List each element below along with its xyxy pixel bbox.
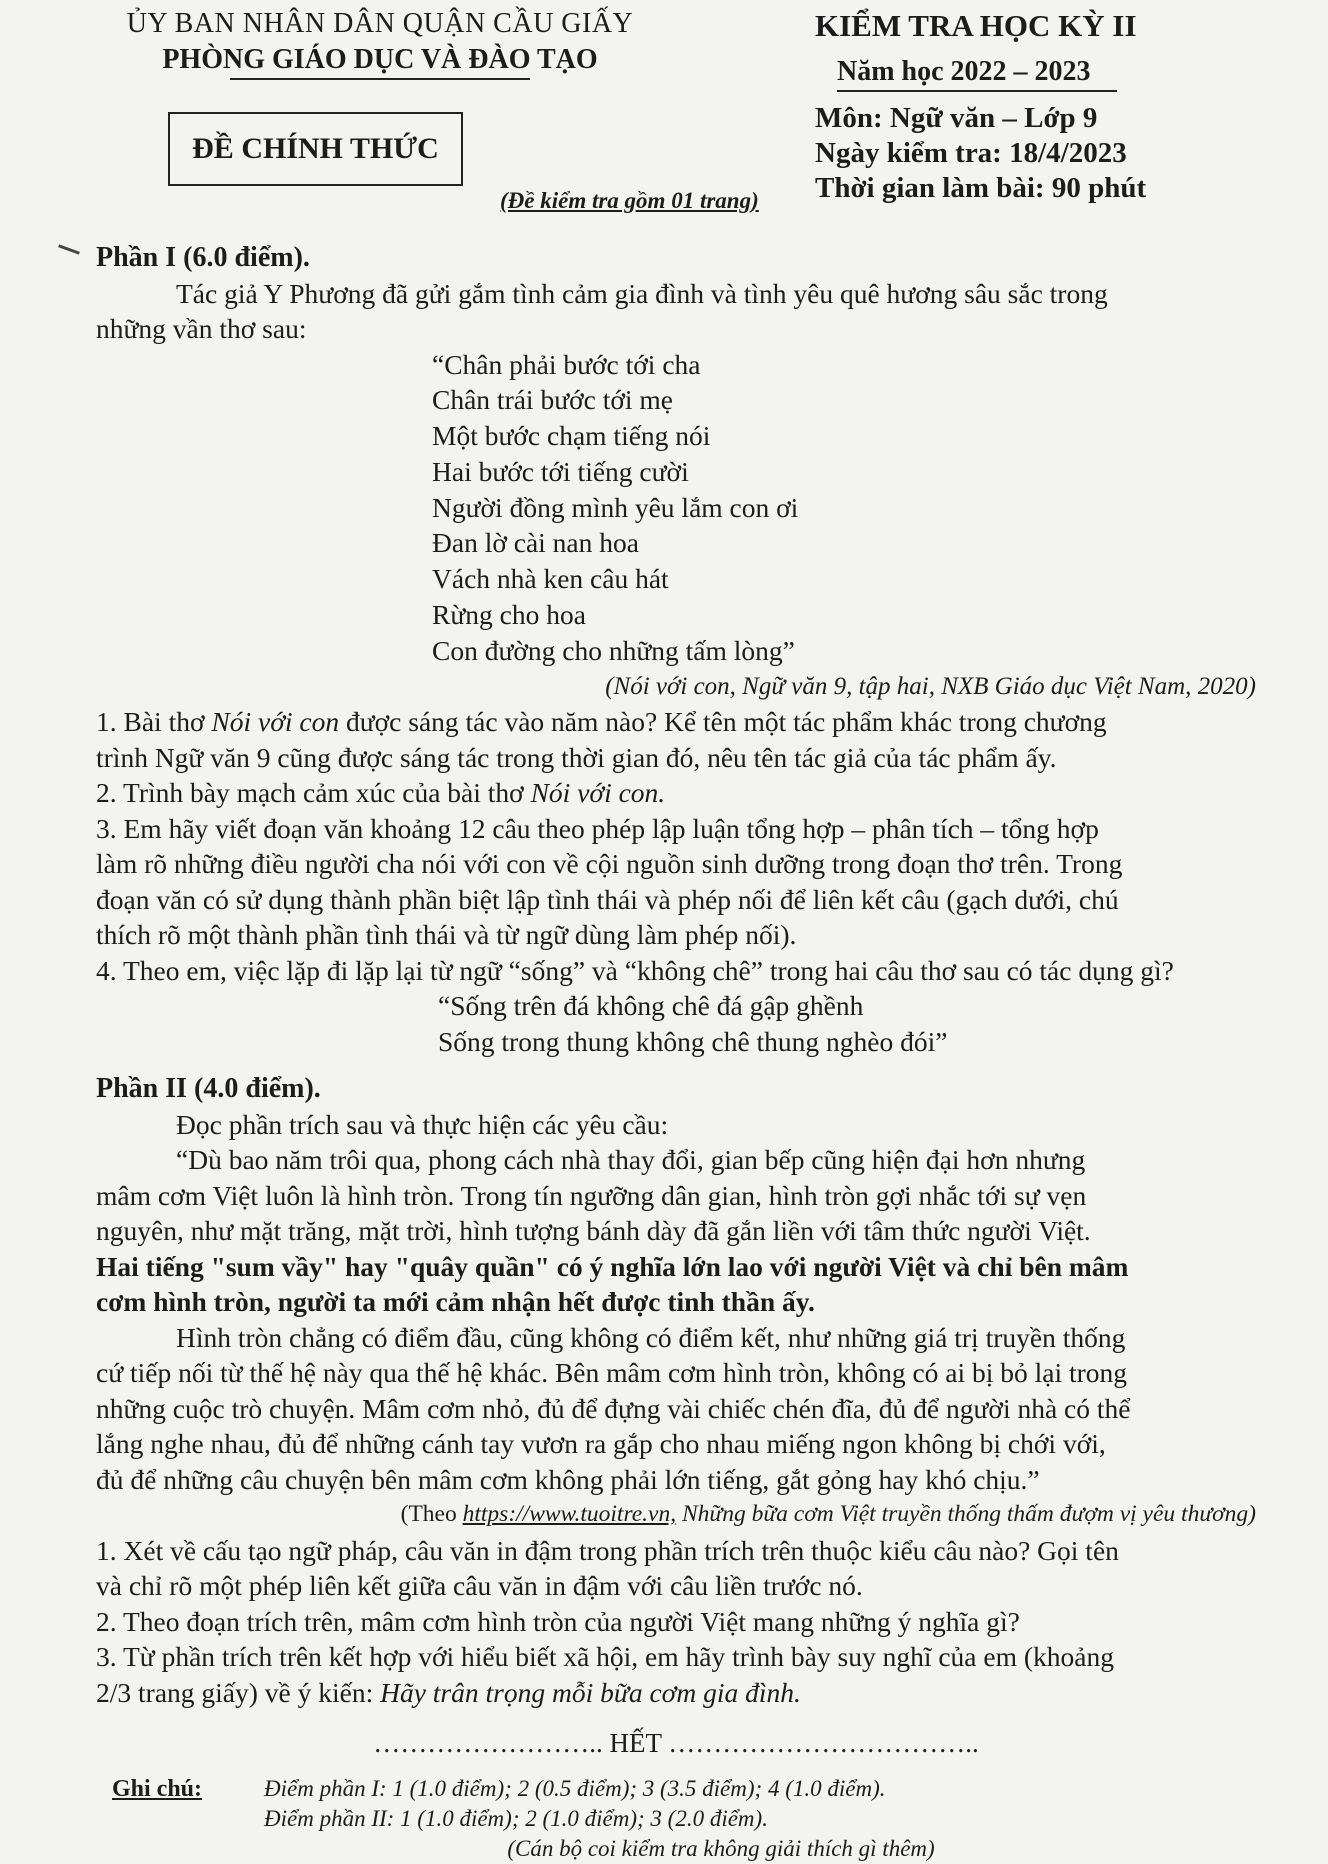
school-year: Năm học 2022 – 2023 [837, 56, 1091, 87]
exam-body [96, 240, 1256, 1864]
poem-line: Một bước chạm tiếng nói [432, 420, 711, 452]
q-italic: Hãy trân trọng mỗi bữa cơm gia đình. [380, 1676, 801, 1708]
part1-question-3-line3: đoạn văn có sử dụng thành phần biệt lập tình thái và phép nối để liên kết câu (gạch dưới, chú [96, 883, 1119, 915]
poem-line: Con đường cho những tấm lòng” [432, 634, 795, 666]
q-italic: Nói với con. [530, 777, 666, 809]
part1-question-1-cont: trình Ngữ văn 9 cũng được sáng tác trong thời gian đó, nêu tên tác giả của tác phẩm ấy. [96, 741, 1057, 773]
exam-date: Ngày kiểm tra: 18/4/2023 [815, 137, 1127, 169]
header-rule [230, 78, 530, 80]
poem-line: “Chân phải bước tới cha [432, 348, 701, 380]
part2-question-1-line2: và chỉ rõ một phép liên kết giữa câu văn in đậm với câu liền trước nó. [96, 1570, 863, 1602]
passage-bold-line: Hai tiếng "sum vầy" hay "quây quần" có ý nghĩa lớn lao với người Việt và chỉ bên mâm [96, 1250, 1129, 1282]
poem-line: Sống trong thung không chê thung nghèo đói” [438, 1025, 948, 1057]
passage-source [96, 1497, 1256, 1533]
part2-title: Phần II (4.0 điểm). [96, 1073, 321, 1105]
part2-question-3-line2 [96, 1675, 1256, 1711]
passage-line: cứ tiếp nối từ thế hệ này qua thế hệ khác. Bên mâm cơm hình tròn, không có ai bị bỏ lại trong [96, 1357, 1128, 1389]
header-right [815, 8, 1285, 205]
exam-title: KIỂM TRA HỌC KỲ II [815, 8, 1137, 43]
part1-question-4: 4. Theo em, việc lặp đi lặp lại từ ngữ “sống” và “không chê” trong hai câu thơ sau có tác dụng gì? [96, 954, 1174, 986]
passage-line: nguyên, như mặt trăng, mặt trời, hình tượng bánh dày đã gắn liền với tâm thức người Việt. [96, 1215, 1091, 1247]
q-text: 2. Trình bày mạch cảm xúc của bài thơ [96, 777, 531, 809]
pen-mark [58, 244, 80, 254]
subject: Môn: Ngữ văn – Lớp 9 [815, 102, 1098, 134]
q-text: được sáng tác vào năm nào? Kể tên một tác phẩm khác trong chương [339, 706, 1107, 738]
passage-line: đủ để những câu chuyện bên mâm cơm không phải lớn tiếng, gắt gỏng hay khó chịu.” [96, 1463, 1040, 1495]
part1-intro-line2: những vần thơ sau: [96, 313, 307, 344]
passage-line: mâm cơm Việt luôn là hình tròn. Trong tín ngưỡng dân gian, hình tròn gợi nhắc tới sự vẹn [96, 1179, 1087, 1211]
poem-line: Đan lờ cài nan hoa [432, 527, 639, 559]
source-title: Những bữa cơm Việt truyền thống thấm đượm vị yêu thương) [676, 1501, 1256, 1528]
official-label-box [168, 112, 463, 186]
poem-line: Người đồng mình yêu lắm con ơi [432, 491, 799, 523]
part1-question-2 [96, 775, 1256, 811]
passage-line: “Dù bao năm trôi qua, phong cách nhà thay đổi, gian bếp cũng hiện đại hơn nhưng [176, 1144, 1086, 1176]
notes-line: Điểm phần II: 1 (1.0 điểm); 2 (1.0 điểm); 3 (2.0 điểm). [264, 1805, 768, 1831]
part1-question-1 [96, 704, 1256, 740]
part1-question-3-line2: làm rõ những điều người cha nói với con về cội nguồn sinh dưỡng trong đoạn thơ trên. Trong [96, 848, 1123, 880]
part1-intro-line1: Tác giả Y Phương đã gửi gắm tình cảm gia đình và tình yêu quê hương sâu sắc trong [176, 277, 1108, 309]
exam-duration: Thời gian làm bài: 90 phút [815, 172, 1147, 204]
notes [96, 1774, 1256, 1864]
q-text: 1. Bài thơ [96, 706, 212, 738]
passage-line: Hình tròn chẳng có điểm đầu, cũng không có điểm kết, như những giá trị truyền thống [176, 1321, 1126, 1353]
notes-line: Điểm phần I: 1 (1.0 điểm); 2 (0.5 điểm); 3 (3.5 điểm); 4 (1.0 điểm). [264, 1775, 886, 1801]
source-url: https://www.tuoitre.vn, [462, 1501, 677, 1528]
poem-line: Rừng cho hoa [432, 599, 586, 631]
passage-line: những cuộc trò chuyện. Mâm cơm nhỏ, đủ để đựng vài chiếc chén đĩa, đủ để người nhà có thể [96, 1392, 1131, 1424]
poem-source-publisher: tập hai, NXB Giáo dục Việt Nam, 2020) [852, 672, 1256, 700]
authority-name: ỦY BAN NHÂN DÂN QUẬN CẦU GIẤY [126, 8, 634, 39]
poem-line: Vách nhà ken câu hát [432, 563, 669, 595]
end-marker: …………………….. HẾT …………………………….. [373, 1728, 979, 1759]
poem-line: Chân trái bước tới mẹ [432, 384, 674, 416]
part1-question-3-line1: 3. Em hãy viết đoạn văn khoảng 12 câu theo phép lập luận tổng hợp – phân tích – tổng hợp [96, 812, 1099, 844]
part2-question-3-line1: 3. Từ phần trích trên kết hợp với hiểu biết xã hội, em hãy trình bày suy nghĩ của em (khoảng [96, 1641, 1114, 1673]
q-italic: Nói với con [211, 706, 340, 738]
poem-line: “Sống trên đá không chê đá gập ghềnh [438, 990, 864, 1022]
poem-source-title: (Nói với con, Ngữ văn 9, [605, 672, 853, 700]
header-left [100, 8, 660, 80]
poem-source [96, 669, 1256, 705]
department-name: PHÒNG GIÁO DỤC VÀ ĐÀO TẠO [162, 44, 598, 75]
part2-question-1-line1: 1. Xét về cấu tạo ngữ pháp, câu văn in đậm trong phần trích trên thuộc kiểu câu nào? Gọi tên [96, 1534, 1119, 1566]
passage-line: lắng nghe nhau, đủ để những cánh tay vươn ra gắp cho nhau miếng ngon không bị chới với, [96, 1428, 1106, 1460]
notes-label: Ghi chú: [112, 1775, 203, 1802]
poem [96, 347, 1256, 669]
poem-line: Hai bước tới tiếng cười [432, 455, 689, 487]
part1-title: Phần I (6.0 điểm). [96, 242, 310, 273]
year-rule [837, 90, 1117, 92]
passage-bold-line: cơm hình tròn, người ta mới cảm nhận hết được tinh thần ấy. [96, 1286, 815, 1318]
pages-note: (Đề kiểm tra gồm 01 trang) [500, 188, 759, 213]
q-text: 2/3 trang giấy) về ý kiến: [96, 1676, 381, 1708]
part2-question-2: 2. Theo đoạn trích trên, mâm cơm hình tròn của người Việt mang những ý nghĩa gì? [96, 1605, 1020, 1637]
poem-excerpt [96, 988, 1256, 1059]
official-label: ĐỀ CHÍNH THỨC [192, 132, 439, 165]
source-prefix: (Theo [400, 1501, 463, 1528]
notes-line: (Cán bộ coi kiểm tra không giải thích gì thêm) [507, 1835, 935, 1861]
part2-intro: Đọc phần trích sau và thực hiện các yêu cầu: [176, 1108, 669, 1140]
part1-question-3-line4: thích rõ một thành phần tình thái và từ ngữ dùng làm phép nối). [96, 919, 797, 951]
